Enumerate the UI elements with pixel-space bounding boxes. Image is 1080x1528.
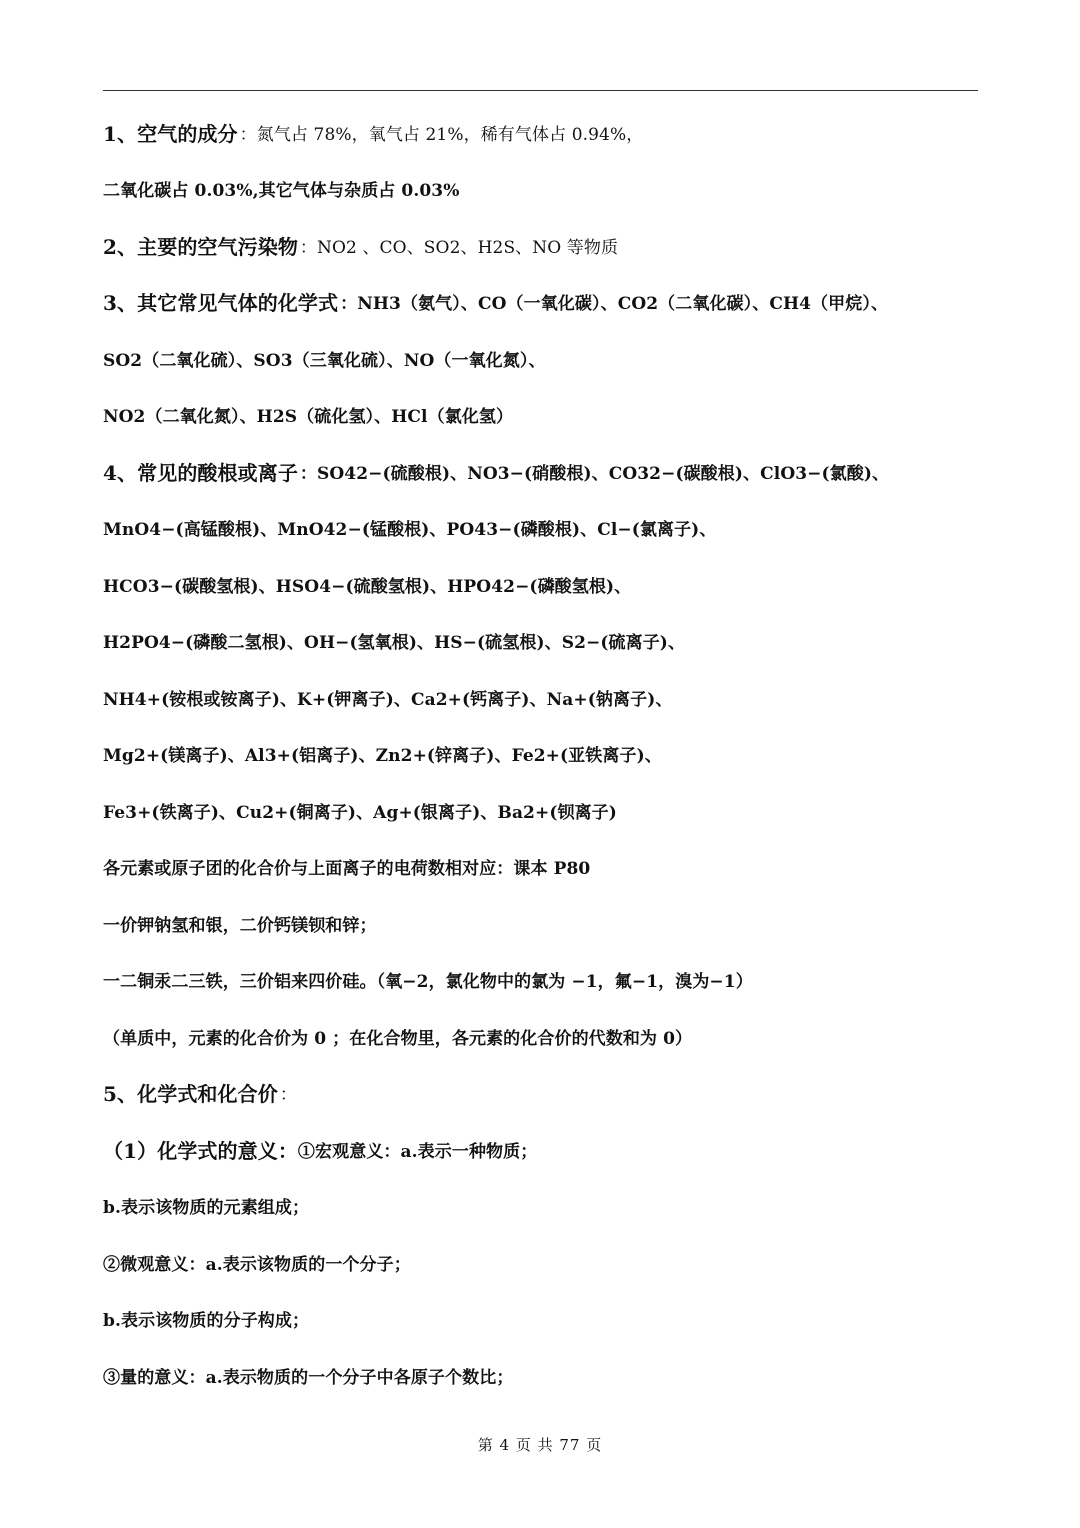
line-text: ：氮气占 78%，氧气占 21%，稀有气体占 0.94%， (239, 124, 644, 145)
line-text: ①宏观意义：a.表示一种物质； (297, 1141, 538, 1162)
line-text: ③量的意义：a.表示物质的一个分子中各原子个数比； (103, 1367, 514, 1388)
line-text: HCO3−(碳酸氢根)、HSO4−(硫酸氢根)、HPO42−(磷酸氢根)、 (103, 576, 632, 597)
line-text: （单质中，元素的化合价为 0 ；在化合物里，各元素的化合价的代数和为 0） (103, 1028, 693, 1049)
text-line (103, 952, 978, 1009)
text-line (103, 387, 978, 444)
text-line (103, 556, 978, 613)
line-text: 一二铜汞二三铁，三价铝来四价硅。（氧−2，氯化物中的氯为 −1，氟−1，溴为−1） (103, 972, 753, 993)
line-text: ②微观意义：a.表示该物质的一个分子； (103, 1254, 411, 1275)
text-line (103, 500, 978, 557)
line-text: ：NH3（氨气）、CO（一氧化碳）、CO2（二氧化碳）、CH4（甲烷）、 (340, 294, 889, 315)
section-heading: 2、主要的空气污染物 (103, 234, 298, 259)
line-text: 二氧化碳占 0.03%,其它气体与杂质占 0.03% (103, 181, 460, 202)
text-line (103, 1234, 978, 1291)
section-heading: 3、其它常见气体的化学式 (103, 291, 339, 316)
text-line (103, 613, 978, 670)
text-line (103, 1008, 978, 1065)
subsection-heading: （1）化学式的意义： (103, 1138, 298, 1163)
text-line (103, 217, 978, 274)
line-text: b.表示该物质的分子构成； (103, 1311, 310, 1332)
text-line (103, 726, 978, 783)
text-line (103, 782, 978, 839)
text-line (103, 895, 978, 952)
line-text: NO2（二氧化氮）、H2S（硫化氢）、HCl（氯化氢） (103, 407, 514, 428)
text-line (103, 1178, 978, 1235)
line-text: SO2（二氧化硫）、SO3（三氧化硫）、NO（一氧化氮）、 (103, 350, 546, 371)
text-line (103, 104, 978, 161)
text-line (103, 274, 978, 331)
text-line (103, 669, 978, 726)
text-line (103, 1291, 978, 1348)
line-text: ：SO42−(硫酸根)、NO3−(硝酸根)、CO32−(碳酸根)、ClO3−(氯酸)、 (299, 463, 890, 484)
page-number-footer: 第 4 页 共 77 页 (477, 1436, 603, 1454)
line-text: b.表示该物质的元素组成； (103, 1198, 310, 1219)
text-line (103, 1347, 978, 1404)
line-text: Fe3+(铁离子)、Cu2+(铜离子)、Ag+(银离子)、Ba2+(钡离子) (103, 802, 617, 823)
section-heading: 5、化学式和化合价 (103, 1082, 278, 1107)
line-text: 一价钾钠氢和银，二价钙镁钡和锌； (103, 915, 377, 936)
line-text: ： (279, 1085, 297, 1106)
text-line (103, 839, 978, 896)
text-line (103, 330, 978, 387)
line-text: 各元素或原子团的化合价与上面离子的电荷数相对应：课本 P80 (103, 859, 591, 880)
line-text: ：NO2 、CO、SO2、H2S、NO 等物质 (299, 237, 619, 258)
text-line (103, 1121, 978, 1178)
section-heading: 4、常见的酸根或离子 (103, 460, 298, 485)
text-line (103, 443, 978, 500)
section-heading: 1、空气的成分 (103, 121, 238, 146)
header-rule (103, 90, 978, 91)
line-text: Mg2+(镁离子)、Al3+(铝离子)、Zn2+(锌离子)、Fe2+(亚铁离子)、 (103, 746, 662, 767)
text-line (103, 161, 978, 218)
text-line (103, 1065, 978, 1122)
line-text: NH4+(铵根或铵离子)、K+(钾离子)、Ca2+(钙离子)、Na+(钠离子)、 (103, 689, 673, 710)
document-body (103, 104, 978, 1404)
line-text: H2PO4−(磷酸二氢根)、OH−(氢氧根)、HS−(硫氢根)、S2−(硫离子)、 (103, 633, 686, 654)
line-text: MnO4−(高锰酸根)、MnO42−(锰酸根)、PO43−(磷酸根)、Cl−(氯离子)、 (103, 520, 717, 541)
